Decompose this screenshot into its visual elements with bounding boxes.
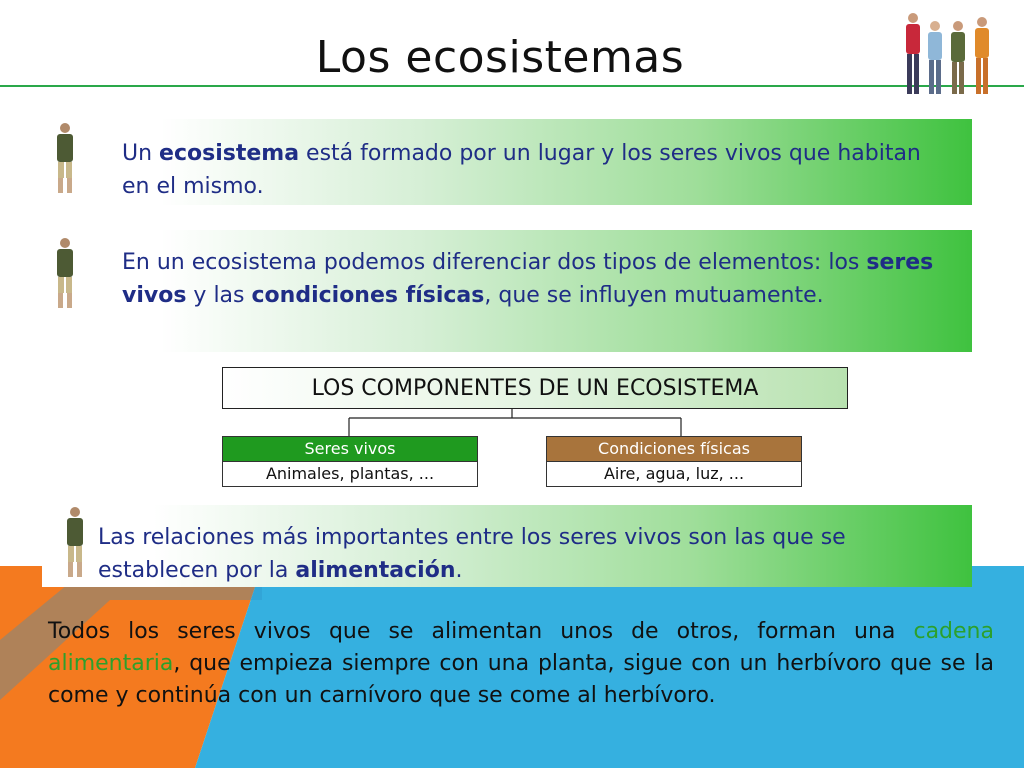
block-3-text: Las relaciones más importantes entre los seres vivos son las que se establecen por la alimentación. bbox=[98, 525, 846, 583]
category-physical-conditions bbox=[546, 436, 802, 487]
category-living-beings-header: Seres vivos bbox=[222, 436, 478, 461]
category-physical-conditions-examples: Aire, agua, luz, ... bbox=[546, 461, 802, 487]
block-2-text: En un ecosistema podemos diferenciar dos tipos de elementos: los seres vivos y las condiciones físicas, que se influyen mutuamente. bbox=[122, 250, 934, 308]
page-title: Los ecosistemas bbox=[315, 32, 685, 83]
diagram-connector bbox=[340, 409, 690, 439]
group-of-people-icon bbox=[896, 8, 1002, 108]
category-living-beings bbox=[222, 436, 478, 487]
block-1-text: Un ecosistema está formado por un lugar y los seres vivos que habitan en el mismo. bbox=[122, 141, 921, 199]
food-chain-paragraph: Todos los seres vivos que se alimentan unos de otros, forman una cadena alimentaria, que empieza siempre con una planta, sigue con un herbívoro que se la come y continúa con un carnívoro que se come al herbívoro. bbox=[48, 619, 994, 708]
person-icon bbox=[62, 505, 88, 581]
category-physical-conditions-header: Condiciones físicas bbox=[546, 436, 802, 461]
food-chain-term: cadena alimentaria bbox=[48, 619, 994, 676]
category-living-beings-examples: Animales, plantas, ... bbox=[222, 461, 478, 487]
components-title-box: LOS COMPONENTES DE UN ECOSISTEMA bbox=[222, 367, 848, 409]
person-icon bbox=[52, 121, 78, 197]
person-icon bbox=[52, 236, 78, 312]
title-divider bbox=[0, 85, 1024, 87]
